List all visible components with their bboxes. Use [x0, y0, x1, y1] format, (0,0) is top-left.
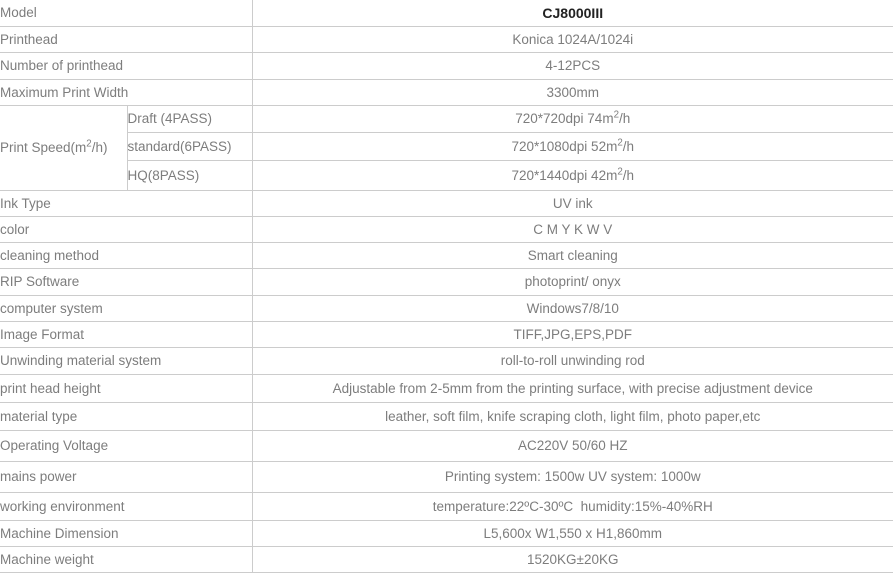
row-value: roll-to-roll unwinding rod	[252, 347, 893, 374]
row-mains-power	[0, 461, 893, 492]
row-value: 720*1440dpi $42m^2/h$	[252, 160, 893, 190]
row-printhead	[0, 26, 893, 52]
row-label: Model	[0, 0, 252, 26]
row-value: CJ8000III	[252, 0, 893, 26]
row-print-speed-draft	[0, 105, 893, 132]
row-value: TIFF,JPG,EPS,PDF	[252, 321, 893, 347]
row-value: 1520KG±20KG	[252, 546, 893, 572]
row-value: photoprint/ onyx	[252, 268, 893, 295]
row-value: L5,600x W1,550 x H1,860mm	[252, 520, 893, 546]
row-maximum-print-width	[0, 79, 893, 105]
row-value: Windows7/8/10	[252, 295, 893, 321]
row-value: 3300mm	[252, 79, 893, 105]
row-label: Image Format	[0, 321, 252, 347]
row-sublabel: Draft (4PASS)	[127, 105, 252, 132]
row-label: Maximum Print Width	[0, 79, 252, 105]
row-label: working environment	[0, 492, 252, 520]
row-color	[0, 216, 893, 242]
row-label: color	[0, 216, 252, 242]
row-print-speed-hq	[0, 160, 893, 190]
row-sublabel: standard(6PASS)	[127, 132, 252, 160]
row-working-environment	[0, 492, 893, 520]
row-print-speed-standard	[0, 132, 893, 160]
row-value: Adjustable from 2-5mm from the printing surface, with precise adjustment device	[252, 374, 893, 402]
row-value: temperature:22ºC-30ºC humidity:15%-40%RH	[252, 492, 893, 520]
row-number-of-printhead	[0, 52, 893, 79]
row-operating-voltage	[0, 430, 893, 461]
row-label: print head height	[0, 374, 252, 402]
row-model	[0, 0, 893, 26]
row-value: Printing system: 1500w UV system: 1000w	[252, 461, 893, 492]
row-value: C M Y K W V	[252, 216, 893, 242]
row-label: material type	[0, 402, 252, 430]
row-label: Unwinding material system	[0, 347, 252, 374]
row-label: Printhead	[0, 26, 252, 52]
row-value: 720*1080dpi $52m^2/h$	[252, 132, 893, 160]
row-value: Konica 1024A/1024i	[252, 26, 893, 52]
row-label: mains power	[0, 461, 252, 492]
row-unwinding-material-system	[0, 347, 893, 374]
row-label: RIP Software	[0, 268, 252, 295]
row-value: 720*720dpi $74m^2/h$	[252, 105, 893, 132]
row-label: Ink Type	[0, 190, 252, 216]
row-cleaning-method	[0, 242, 893, 268]
print-speed-group-label: Print $Speed(m^2/h)$	[0, 105, 127, 190]
row-machine-dimension	[0, 520, 893, 546]
row-label: Operating Voltage	[0, 430, 252, 461]
row-computer-system	[0, 295, 893, 321]
row-rip-software	[0, 268, 893, 295]
row-machine-weight	[0, 546, 893, 572]
row-label: Machine weight	[0, 546, 252, 572]
row-value: Smart cleaning	[252, 242, 893, 268]
row-label: computer system	[0, 295, 252, 321]
row-label: cleaning method	[0, 242, 252, 268]
row-value: 4-12PCS	[252, 52, 893, 79]
row-value: UV ink	[252, 190, 893, 216]
row-material-type	[0, 402, 893, 430]
row-label: Machine Dimension	[0, 520, 252, 546]
row-ink-type	[0, 190, 893, 216]
row-label: Number of printhead	[0, 52, 252, 79]
row-image-format	[0, 321, 893, 347]
row-value: leather, soft film, knife scraping cloth, light film, photo paper,etc	[252, 402, 893, 430]
row-value: AC220V 50/60 HZ	[252, 430, 893, 461]
row-sublabel: HQ(8PASS)	[127, 160, 252, 190]
row-print-head-height	[0, 374, 893, 402]
